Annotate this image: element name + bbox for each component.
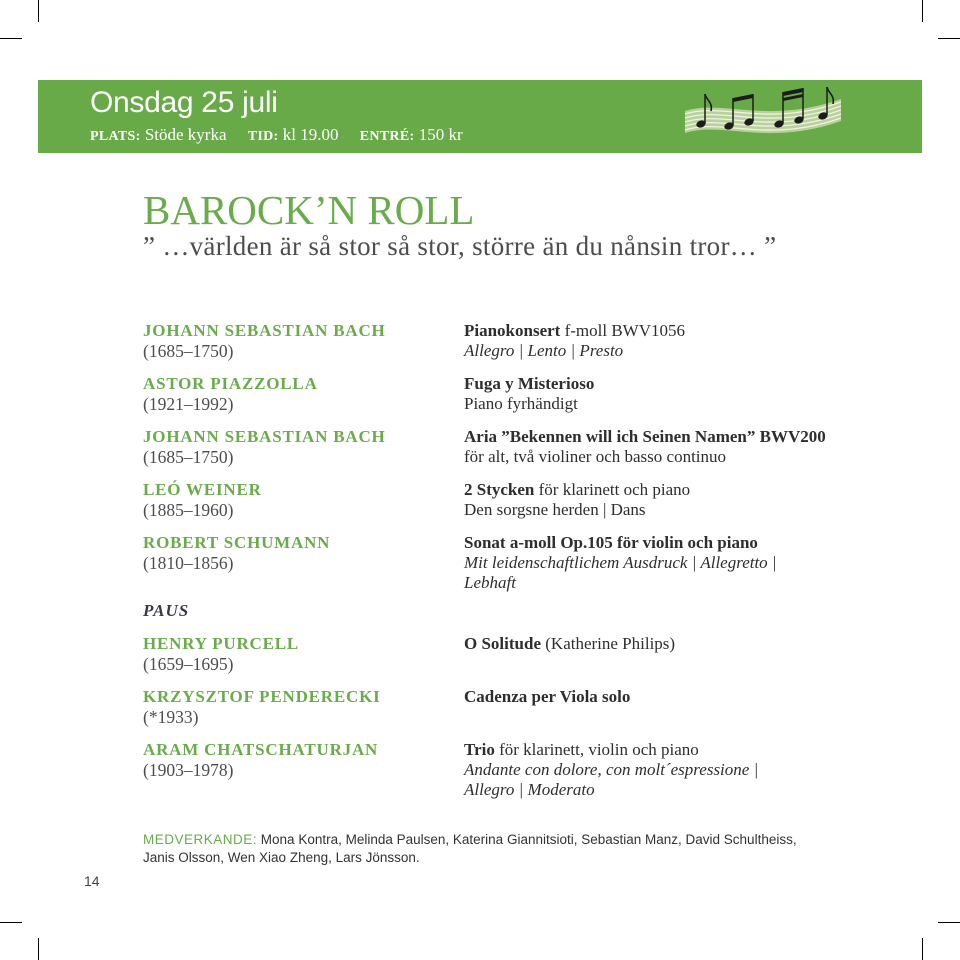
work-title — [464, 633, 675, 654]
crop-mark — [0, 38, 22, 39]
staff-ribbon — [685, 99, 841, 133]
performers-label: MEDVERKANDE: — [143, 832, 258, 847]
composer-name: LEÓ WEINER — [143, 480, 262, 499]
work-title-main: O Solitude — [464, 634, 541, 653]
composer-block — [143, 532, 330, 574]
composer-block — [143, 633, 299, 675]
work-block — [464, 373, 594, 414]
venue-value: Stöde kyrka — [144, 125, 227, 144]
composer-years: (1921–1992) — [143, 394, 234, 414]
work-title-main: Trio — [464, 740, 495, 759]
time-value: kl 19.00 — [282, 125, 339, 144]
work-title-main: Fuga y Misterioso — [464, 374, 595, 393]
composer-block — [143, 373, 318, 415]
composer-name: KRZYSZTOF PENDERECKI — [143, 687, 381, 706]
concert-title: BAROCK’N ROLL — [143, 187, 475, 233]
work-title-detail: f-moll BWV1056 — [564, 321, 685, 340]
composer-block — [143, 426, 386, 468]
work-block — [464, 633, 675, 654]
entry-value: 150 kr — [418, 125, 463, 144]
venue-info — [90, 125, 227, 144]
work-title-main: Cadenza per Viola solo — [464, 687, 631, 706]
entry-label: ENTRÉ: — [359, 129, 415, 144]
crop-mark — [922, 0, 923, 22]
work-block — [464, 532, 777, 593]
work-title — [464, 320, 685, 341]
composer-name: JOHANN SEBASTIAN BACH — [143, 321, 386, 340]
composer-years: (1659–1695) — [143, 654, 234, 674]
crop-mark — [938, 922, 960, 923]
performers-line-1 — [143, 831, 797, 849]
work-title-main: 2 Stycken — [464, 480, 535, 499]
work-title — [464, 739, 758, 760]
work-movements: Den sorgsne herden | Dans — [464, 500, 646, 519]
event-date: Onsdag 25 juli — [90, 86, 278, 119]
performers-line-2: Janis Olsson, Wen Xiao Zheng, Lars Jönsson. — [143, 850, 420, 865]
composer-block — [143, 686, 381, 728]
composer-name: ROBERT SCHUMANN — [143, 533, 331, 552]
work-title — [464, 479, 690, 500]
crop-mark — [0, 922, 22, 923]
work-title — [464, 373, 594, 394]
composer-name: ARAM CHATSCHATURJAN — [143, 740, 379, 759]
work-movements: Allegro | Moderato — [464, 780, 595, 799]
page-number: 14 — [84, 873, 100, 889]
composer-block — [143, 320, 386, 362]
crop-mark — [922, 938, 923, 960]
work-block — [464, 739, 758, 800]
composer-years: (*1933) — [143, 707, 199, 727]
crop-mark — [938, 38, 960, 39]
crop-mark — [38, 0, 39, 22]
work-instrumentation: för alt, två violiner och basso continuo — [464, 447, 727, 466]
work-block — [464, 320, 685, 361]
work-title-main: Aria ”Bekennen will ich Seinen Namen” BWV200 — [464, 427, 826, 446]
event-info — [90, 125, 480, 147]
work-title-detail: för klarinett, violin och piano — [499, 740, 699, 759]
work-block — [464, 686, 630, 707]
work-block — [464, 426, 826, 467]
event-header — [38, 80, 922, 153]
crop-mark — [38, 938, 39, 960]
work-title — [464, 686, 630, 707]
work-title-main: Sonat a-moll Op.105 för violin och piano — [464, 533, 758, 552]
time-info — [248, 125, 339, 144]
composer-years: (1685–1750) — [143, 447, 234, 467]
performers-credits — [143, 831, 797, 867]
composer-years: (1903–1978) — [143, 760, 234, 780]
program-item — [143, 739, 933, 801]
work-title-detail: för klarinett och piano — [538, 480, 691, 499]
venue-label: PLATS: — [90, 129, 141, 144]
composer-years: (1885–1960) — [143, 500, 234, 520]
work-movements: Lebhaft — [464, 573, 516, 592]
performers-names: Mona Kontra, Melinda Paulsen, Katerina Giannitsioti, Sebastian Manz, David Schultheiss, — [260, 832, 797, 847]
work-instrumentation: Piano fyrhändigt — [464, 394, 578, 413]
work-title — [464, 532, 777, 553]
composer-name: ASTOR PIAZZOLLA — [143, 374, 318, 393]
work-title-main: Pianokonsert — [464, 321, 561, 340]
composer-name: JOHANN SEBASTIAN BACH — [143, 427, 386, 446]
work-movements: Mit leidenschaftlichem Ausdruck | Allegretto | — [464, 553, 777, 572]
entry-info — [360, 125, 463, 144]
concert-subtitle: ” …världen är så stor så stor, större än du nånsin tror… ” — [143, 231, 777, 261]
work-movements: Allegro | Lento | Presto — [464, 341, 624, 360]
work-movements: Andante con dolore, con molt´espressione | — [464, 760, 759, 779]
work-title-detail: (Katherine Philips) — [545, 634, 676, 653]
composer-years: (1810–1856) — [143, 553, 234, 573]
music-notes-icon — [683, 84, 843, 150]
composer-block — [143, 479, 262, 521]
composer-block — [143, 739, 378, 781]
intermission-label: PAUS — [143, 601, 190, 620]
work-block — [464, 479, 690, 520]
work-title — [464, 426, 826, 447]
composer-years: (1685–1750) — [143, 341, 234, 361]
time-label: TID: — [247, 129, 279, 144]
program-item — [143, 532, 933, 594]
composer-name: HENRY PURCELL — [143, 634, 300, 653]
